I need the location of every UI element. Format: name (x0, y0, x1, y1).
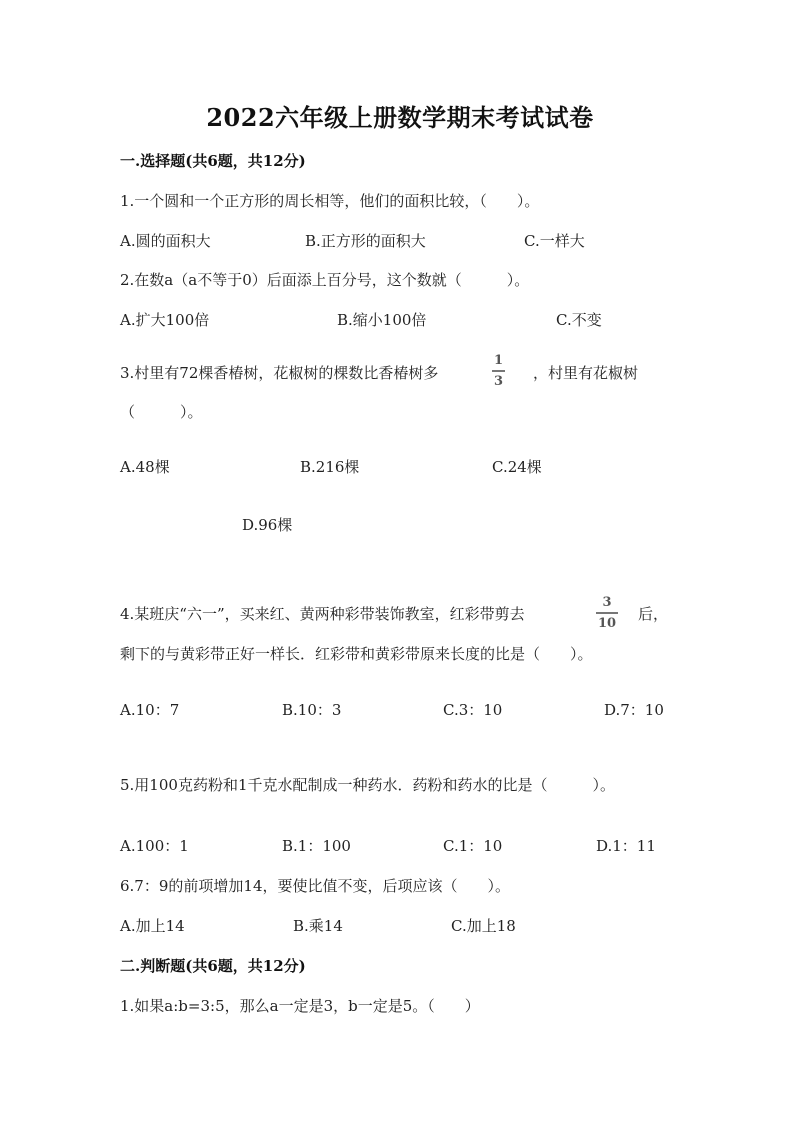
question-3-option-d: D.96棵 (242, 516, 293, 534)
question-2-stem: 2.在数a（a不等于0）后面添上百分号，这个数就（ ）。 (120, 271, 530, 289)
question-3-stem-after: ，村里有花椒树 (533, 364, 639, 382)
question-3-stem-before: 3.村里有72棵香椿树，花椒树的棵数比香椿树多 (120, 364, 439, 382)
question-6-option-b: B.乘14 (293, 917, 343, 935)
question-4-stem-after: 后， (638, 605, 669, 623)
question-4-option-c: C.3：10 (443, 701, 503, 719)
question-3-option-b: B.216棵 (300, 458, 360, 476)
question-3-option-c: C.24棵 (492, 458, 542, 476)
question-5-option-a: A.100：1 (120, 837, 189, 855)
question-3-fraction-denominator: 3 (494, 373, 504, 389)
question-5-stem: 5.用100克药粉和1千克水配制成一种药水．药粉和药水的比是（ ）。 (120, 776, 615, 794)
question-4-stem-before: 4.某班庆“六一”，买来红、黄两种彩带装饰教室，红彩带剪去 (120, 605, 525, 623)
question-2-option-c: C.不变 (556, 311, 602, 329)
section-heading-choice: 一.选择题(共6题，共12分) (120, 152, 306, 170)
question-5-option-d: D.1：11 (596, 837, 656, 855)
question-2-option-b: B.缩小100倍 (337, 311, 427, 329)
question-5-option-c: C.1：10 (443, 837, 503, 855)
question-3-fraction-numerator: 1 (494, 353, 504, 368)
question-4-fraction (596, 596, 618, 630)
question-1-option-a: A.圆的面积大 (120, 232, 211, 250)
question-4-fraction-denominator: 10 (598, 615, 617, 631)
question-4-option-a: A.10：7 (120, 701, 180, 719)
question-3-fraction (492, 354, 505, 388)
question-4-fraction-numerator: 3 (602, 595, 612, 610)
judgment-1-stem: 1.如果a:b=3:5，那么a一定是3，b一定是5。（ ） (120, 997, 480, 1015)
question-6-option-c: C.加上18 (451, 917, 516, 935)
question-4-option-d: D.7：10 (604, 701, 664, 719)
question-3-stem-line2: （ ）。 (120, 403, 203, 421)
section-heading-judgment: 二.判断题(共6题，共12分) (120, 957, 306, 975)
question-2-option-a: A.扩大100倍 (120, 311, 210, 329)
question-3-option-a: A.48棵 (120, 458, 170, 476)
question-6-stem: 6.7：9的前项增加14，要使比值不变，后项应该（ ）。 (120, 877, 510, 895)
question-4-option-b: B.10：3 (282, 701, 342, 719)
question-1-stem: 1.一个圆和一个正方形的周长相等，他们的面积比较，（ ）。 (120, 192, 540, 210)
question-4-stem-line2: 剩下的与黄彩带正好一样长．红彩带和黄彩带原来长度的比是（ ）。 (120, 645, 593, 663)
question-1-option-c: C.一样大 (524, 232, 585, 250)
page-title: 2022六年级上册数学期末考试试卷 (206, 103, 594, 132)
question-6-option-a: A.加上14 (120, 917, 185, 935)
question-5-option-b: B.1：100 (282, 837, 351, 855)
question-1-option-b: B.正方形的面积大 (305, 232, 426, 250)
